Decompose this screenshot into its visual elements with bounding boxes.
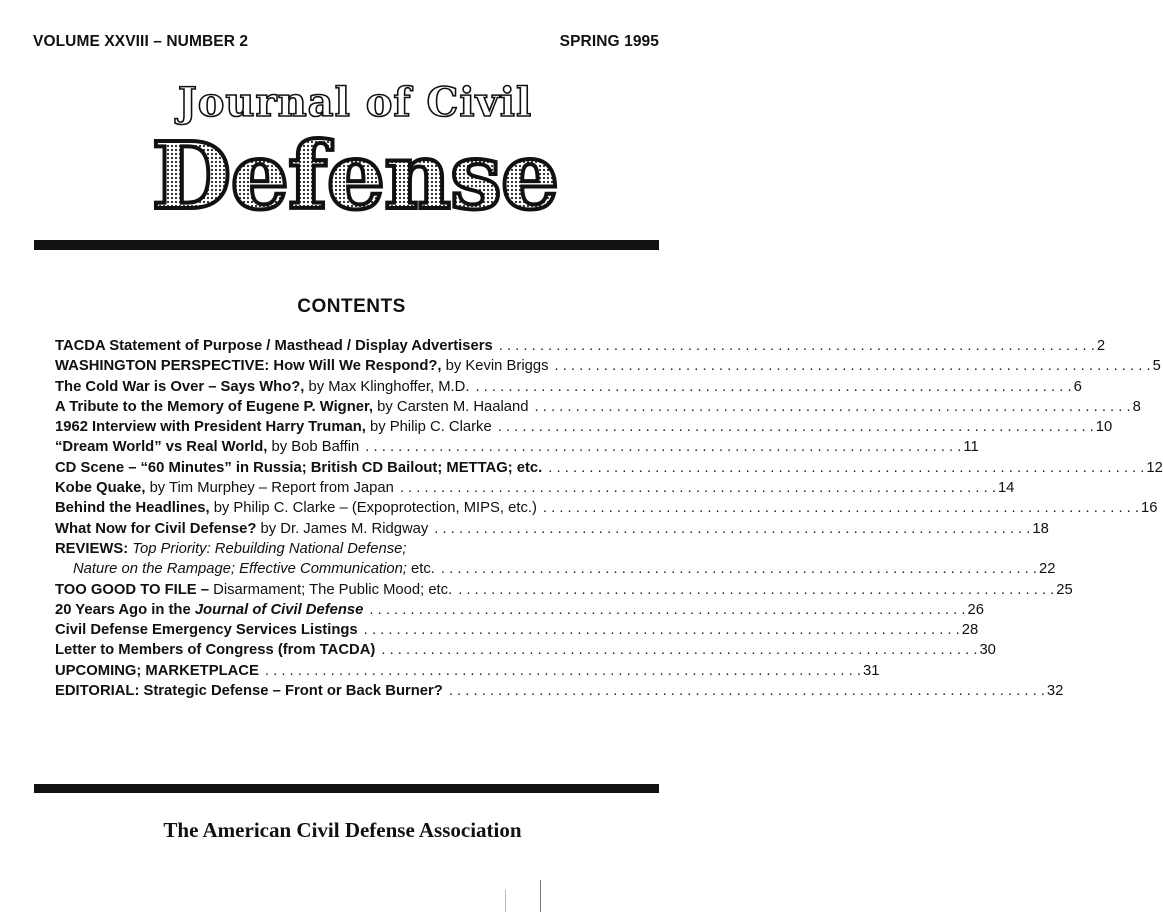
toc-entry: TACDA Statement of Purpose / Masthead / Display Advertisers . . . 2 bbox=[55, 336, 635, 356]
toc-page-number: 2 bbox=[1096, 338, 1106, 354]
toc-page-number: 12 bbox=[1146, 459, 1163, 476]
bottom-divider bbox=[34, 784, 659, 793]
toc-page-number: 16 bbox=[1141, 500, 1158, 517]
toc-page-number: 30 bbox=[979, 642, 996, 659]
toc-entry: UPCOMING; MARKETPLACE . . . 31 bbox=[55, 661, 635, 681]
contents-heading: CONTENTS bbox=[297, 296, 406, 317]
top-divider bbox=[34, 240, 659, 250]
toc-page-number: 14 bbox=[997, 480, 1015, 497]
toc-entry: TOO GOOD TO FILE – Disarmament; The Public Mood; etc. . . . 25 bbox=[55, 580, 635, 600]
association-name: The American Civil Defense Association bbox=[163, 818, 522, 842]
toc-page-number: 25 bbox=[1056, 581, 1073, 598]
toc-entry: What Now for Civil Defense? by Dr. James M. Ridgway . . . 18 bbox=[55, 519, 635, 539]
toc-entry: EDITORIAL: Strategic Defense – Front or Back Burner? . . . 32 bbox=[55, 681, 635, 701]
toc-entry-reviews: REVIEWS: Top Priority: Rebuilding National Defense; bbox=[55, 540, 407, 557]
scan-artifact bbox=[540, 880, 541, 912]
toc-page-number: 28 bbox=[961, 622, 979, 639]
toc-entry: “Dream World” vs Real World, by Bob Baffin . . . 11 bbox=[55, 437, 635, 457]
issue-season: SPRING 1995 bbox=[559, 33, 659, 50]
logo-line-2: Defense bbox=[151, 122, 559, 230]
table-of-contents bbox=[55, 336, 1163, 701]
toc-page-number: 32 bbox=[1046, 683, 1064, 700]
toc-entry: The Cold War is Over – Says Who?, by Max Klinghoffer, M.D. . . . 6 bbox=[55, 377, 635, 397]
toc-entry: Letter to Members of Congress (from TACDA) . . . 30 bbox=[55, 640, 635, 660]
toc-entry-reviews-cont: Nature on the Rampage; Effective Communication; etc. . . . 22 bbox=[55, 559, 635, 579]
toc-page-number: 26 bbox=[967, 601, 984, 618]
toc-entry: A Tribute to the Memory of Eugene P. Wigner, by Carsten M. Haaland . . . 8 bbox=[55, 397, 635, 417]
toc-page-number: 22 bbox=[1039, 561, 1056, 578]
toc-entry: CD Scene – “60 Minutes” in Russia; British CD Bailout; METTAG; etc. . . . 12 bbox=[55, 458, 635, 478]
toc-entry: Behind the Headlines, by Philip C. Clarke – (Expoprotection, MIPS, etc.) . . . 16 bbox=[55, 498, 635, 518]
toc-entry: WASHINGTON PERSPECTIVE: How Will We Respond?, by Kevin Briggs . . . 5 bbox=[55, 356, 635, 376]
toc-page-number: 10 bbox=[1095, 419, 1113, 436]
volume-number: VOLUME XXVIII – NUMBER 2 bbox=[33, 33, 249, 50]
toc-entry: 20 Years Ago in the Journal of Civil Defense . . . 26 bbox=[55, 600, 635, 620]
toc-page-number: 6 bbox=[1073, 378, 1082, 395]
toc-entry: Civil Defense Emergency Services Listings . . . 28 bbox=[55, 620, 635, 640]
toc-page-number: 5 bbox=[1152, 358, 1161, 375]
toc-page-number: 8 bbox=[1132, 398, 1141, 415]
journal-logo bbox=[150, 79, 560, 230]
logo-line-1: Journal of Civil bbox=[177, 79, 533, 126]
toc-entry: Kobe Quake, by Tim Murphey – Report from Japan . . . 14 bbox=[55, 478, 635, 498]
scan-artifact bbox=[505, 890, 506, 912]
toc-page-number: 11 bbox=[963, 439, 979, 456]
toc-page-number: 18 bbox=[1032, 520, 1049, 537]
toc-page-number: 31 bbox=[862, 662, 880, 679]
toc-entry: 1962 Interview with President Harry Truman, by Philip C. Clarke . . . 10 bbox=[55, 417, 635, 437]
